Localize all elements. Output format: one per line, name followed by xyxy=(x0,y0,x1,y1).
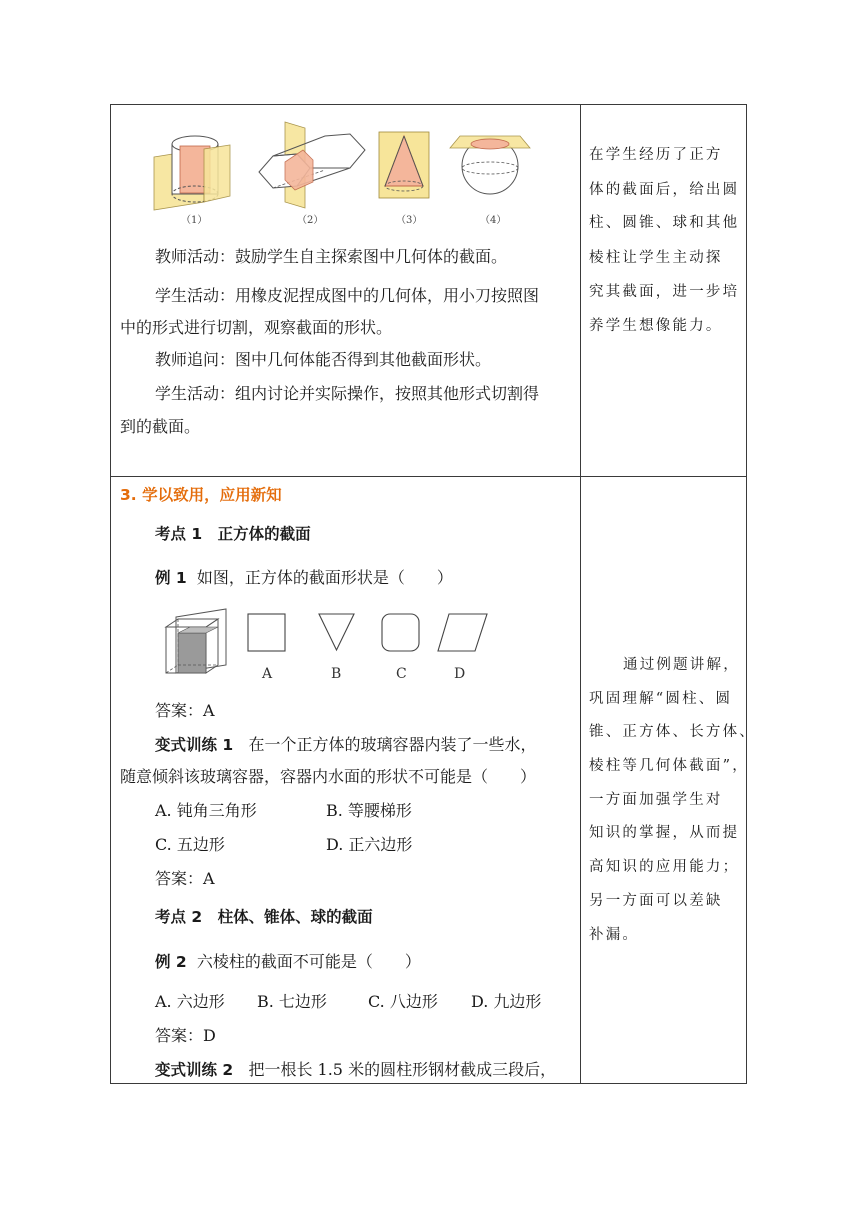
lower-side-line-1: 通过例题讲解， xyxy=(623,657,740,673)
figure-cylinder-section xyxy=(150,130,240,205)
lower-side-line-5: 一方面加强学生对 xyxy=(589,792,723,808)
row-divider xyxy=(110,476,747,477)
option-d-parallelogram xyxy=(437,613,489,653)
option-d-label: D xyxy=(454,666,466,682)
lower-side-line-4: 棱柱等几何体截面”， xyxy=(589,758,749,774)
example-1 xyxy=(155,568,453,588)
lower-side-line-6: 知识的掌握，从而提 xyxy=(589,825,740,841)
upper-side-line-1: 在学生经历了正方 xyxy=(589,147,723,163)
upper-text-line-4: 教师追问：图中几何体能否得到其他截面形状。 xyxy=(155,350,492,369)
upper-text-line-3: 中的形式进行切割，观察截面的形状。 xyxy=(120,318,393,337)
example-2-option-b: B. 七边形 xyxy=(257,992,327,1011)
option-c-label: C xyxy=(396,666,407,682)
upper-text-line-1: 教师活动：鼓励学生自主探索图中几何体的截面。 xyxy=(155,247,508,266)
upper-side-line-6: 养学生想像能力。 xyxy=(589,318,723,334)
option-b-label: B xyxy=(331,666,342,682)
figure-caption-3: （3） xyxy=(396,215,423,226)
example-2 xyxy=(155,952,421,972)
variant-1-option-d: D. 正六边形 xyxy=(326,835,413,854)
variant-1-option-b: B. 等腰梯形 xyxy=(326,801,412,820)
figure-caption-2: （2） xyxy=(297,215,324,226)
variant-1-label: 变式训练 1 xyxy=(155,736,234,754)
upper-side-line-3: 柱、圆锥、球和其他 xyxy=(589,215,740,231)
option-b-triangle xyxy=(318,613,356,653)
figure-caption-4: （4） xyxy=(480,215,507,226)
variant-1-line-2: 随意倾斜该玻璃容器，容器内水面的形状不可能是（ ） xyxy=(120,767,537,786)
option-a-label: A xyxy=(262,666,273,682)
option-a-square xyxy=(247,613,287,653)
lower-side-line-2: 巩固理解“圆柱、圆 xyxy=(589,691,733,707)
upper-text-line-5: 学生活动：组内讨论并实际操作，按照其他形式切割得 xyxy=(155,384,540,403)
variant-2-text: 把一根长 1.5 米的圆柱形钢材截成三段后， xyxy=(248,1060,557,1079)
example-2-question: 六棱柱的截面不可能是（ ） xyxy=(196,952,421,971)
example-2-label: 例 2 xyxy=(155,953,187,971)
variant-2 xyxy=(155,1060,556,1080)
variant-2-label: 变式训练 2 xyxy=(155,1061,234,1079)
figure-cube-section xyxy=(160,605,245,680)
example-2-option-c: C. 八边形 xyxy=(368,992,438,1011)
column-divider xyxy=(580,104,581,1084)
upper-side-line-5: 究其截面，进一步培 xyxy=(589,284,740,300)
figure-caption-1: （1） xyxy=(181,215,208,226)
upper-side-line-2: 体的截面后，给出圆 xyxy=(589,182,740,198)
upper-side-line-4: 棱柱让学生主动探 xyxy=(589,250,723,266)
section-title: 3. 学以致用，应用新知 xyxy=(120,486,282,504)
variant-1-option-c: C. 五边形 xyxy=(155,835,225,854)
lower-side-line-9: 补漏。 xyxy=(589,927,640,943)
kaodian-2-heading: 考点 2 柱体、锥体、球的截面 xyxy=(155,908,373,926)
figure-hexprism-section xyxy=(255,120,370,210)
example-2-option-a: A. 六边形 xyxy=(155,992,225,1011)
example-2-answer: 答案：D xyxy=(155,1026,216,1045)
lower-side-line-3: 锥、正方体、长方体、 xyxy=(589,724,756,740)
variant-1 xyxy=(155,735,536,755)
example-2-option-d: D. 九边形 xyxy=(471,992,542,1011)
kaodian-1-heading: 考点 1 正方体的截面 xyxy=(155,525,311,543)
variant-1-answer: 答案：A xyxy=(155,869,215,888)
figure-cone-section xyxy=(375,130,435,202)
figure-sphere-section xyxy=(448,128,533,198)
example-1-answer: 答案：A xyxy=(155,701,215,720)
variant-1-option-a: A. 钝角三角形 xyxy=(155,801,257,820)
upper-text-line-2: 学生活动：用橡皮泥捏成图中的几何体，用小刀按照图 xyxy=(155,286,540,305)
option-c-rounded-square xyxy=(381,613,421,653)
example-1-question: 如图，正方体的截面形状是（ ） xyxy=(196,568,453,587)
upper-text-line-6: 到的截面。 xyxy=(120,417,201,436)
lower-side-line-8: 另一方面可以差缺 xyxy=(589,893,723,909)
variant-1-line-1: 在一个正方体的玻璃容器内装了一些水， xyxy=(248,735,537,754)
lower-side-line-7: 高知识的应用能力； xyxy=(589,859,740,875)
example-1-label: 例 1 xyxy=(155,569,187,587)
